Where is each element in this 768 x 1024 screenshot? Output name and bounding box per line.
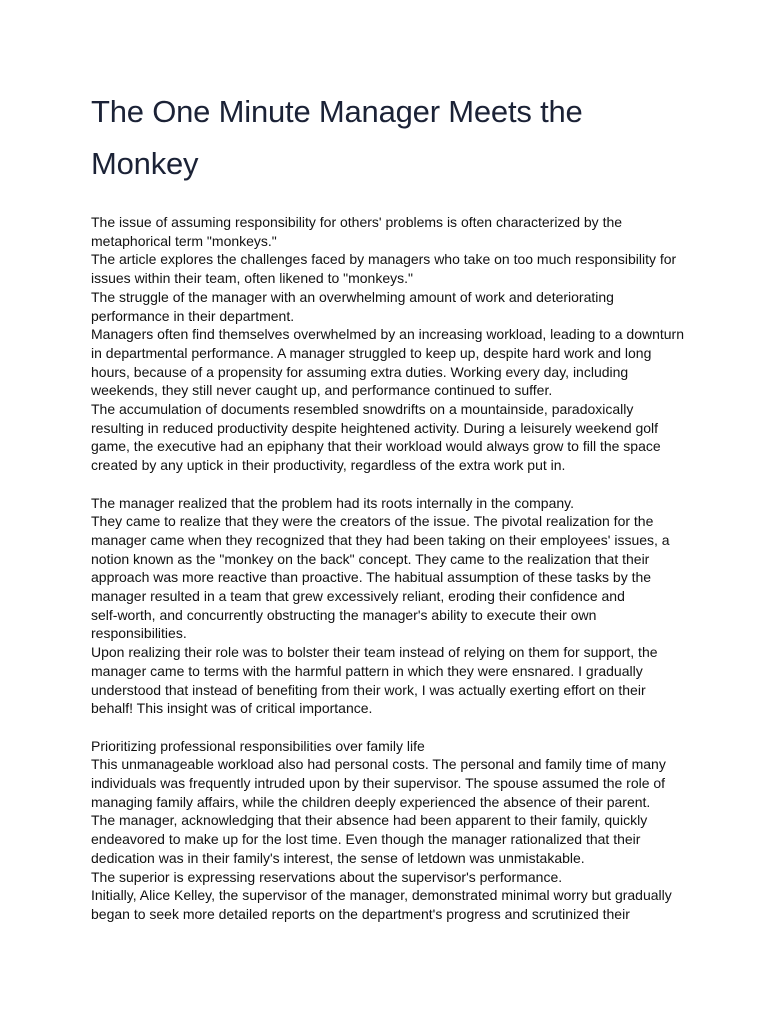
- body-line: in departmental performance. A manager struggled to keep up, despite hard work and long: [91, 344, 652, 361]
- body-line: dedication was in their family's interest, the sense of letdown was unmistakable.: [91, 849, 585, 866]
- body-line: The accumulation of documents resembled snowdrifts on a mountainside, paradoxically: [91, 401, 634, 418]
- body-line: game, the executive had an epiphany that their workload would always grow to fill the space: [91, 438, 661, 455]
- body-line: The issue of assuming responsibility for others' problems is often characterized by the: [91, 214, 623, 230]
- body-line: Upon realizing their role was to bolster their team instead of relying on them for support, the: [91, 644, 658, 661]
- body-line: understood that instead of benefiting from their work, I was actually exerting effort on their: [91, 681, 646, 698]
- body-line: weekends, they still never caught up, and performance continued to suffer.: [91, 382, 553, 399]
- body-line: managing family affairs, while the children deeply experienced the absence of their parent.: [91, 793, 651, 810]
- body-line: Prioritizing professional responsibilities over family life: [91, 737, 425, 754]
- body-line: resulting in reduced productivity despite heightened activity. During a leisurely weekend golf: [91, 419, 659, 436]
- page-title: [91, 86, 691, 190]
- document-body: [91, 213, 691, 924]
- body-line: manager came when they recognized that they had been taking on their employees' issues, a: [91, 531, 670, 548]
- body-line: endeavored to make up for the lost time. Even though the manager rationalized that their: [91, 831, 641, 848]
- body-line: hours, because of a propensity for assuming extra duties. Working every day, including: [91, 363, 629, 380]
- paragraph-break: [91, 718, 691, 737]
- paragraph-break: [91, 475, 691, 494]
- body-line: issues within their team, often likened to "monkeys.": [91, 270, 413, 287]
- body-line: Managers often find themselves overwhelmed by an increasing workload, leading to a downturn: [91, 326, 685, 343]
- body-line: approach was more reactive than proactive. The habitual assumption of these tasks by the: [91, 569, 652, 586]
- body-line: responsibilities.: [91, 625, 187, 642]
- body-line: began to seek more detailed reports on the department's progress and scrutinized their: [91, 905, 630, 922]
- body-line: manager resulted in a team that grew excessively reliant, eroding their confidence and: [91, 588, 625, 605]
- body-line: performance in their department.: [91, 307, 295, 324]
- body-line: individuals was frequently intruded upon by their supervisor. The spouse assumed the role of: [91, 775, 666, 792]
- body-line: metaphorical term "monkeys.": [91, 232, 277, 249]
- document-content: [91, 86, 691, 924]
- body-line: behalf! This insight was of critical importance.: [91, 700, 373, 717]
- body-line: The struggle of the manager with an overwhelming amount of work and deteriorating: [91, 288, 614, 305]
- body-line: The article explores the challenges faced by managers who take on too much responsibility for: [91, 251, 677, 268]
- body-line: self-worth, and concurrently obstructing the manager's ability to execute their own: [91, 606, 597, 623]
- title-line: The One Minute Manager Meets the: [91, 94, 583, 129]
- body-line: notion known as the "monkey on the back" concept. They came to the realization that their: [91, 550, 650, 567]
- body-line: The manager, acknowledging that their absence had been apparent to their family, quickly: [91, 812, 648, 829]
- body-line: Initially, Alice Kelley, the supervisor of the manager, demonstrated minimal worry but gradually: [91, 887, 672, 904]
- body-line: The superior is expressing reservations about the supervisor's performance.: [91, 868, 563, 885]
- body-line: created by any uptick in their productivity, regardless of the extra work put in.: [91, 457, 566, 474]
- title-line: Monkey: [91, 146, 199, 181]
- body-line: manager came to terms with the harmful pattern in which they were ensnared. I gradually: [91, 662, 643, 679]
- body-line: The manager realized that the problem had its roots internally in the company.: [91, 494, 574, 511]
- body-line: They came to realize that they were the creators of the issue. The pivotal realization for the: [91, 513, 654, 530]
- body-line: This unmanageable workload also had personal costs. The personal and family time of many: [91, 756, 666, 773]
